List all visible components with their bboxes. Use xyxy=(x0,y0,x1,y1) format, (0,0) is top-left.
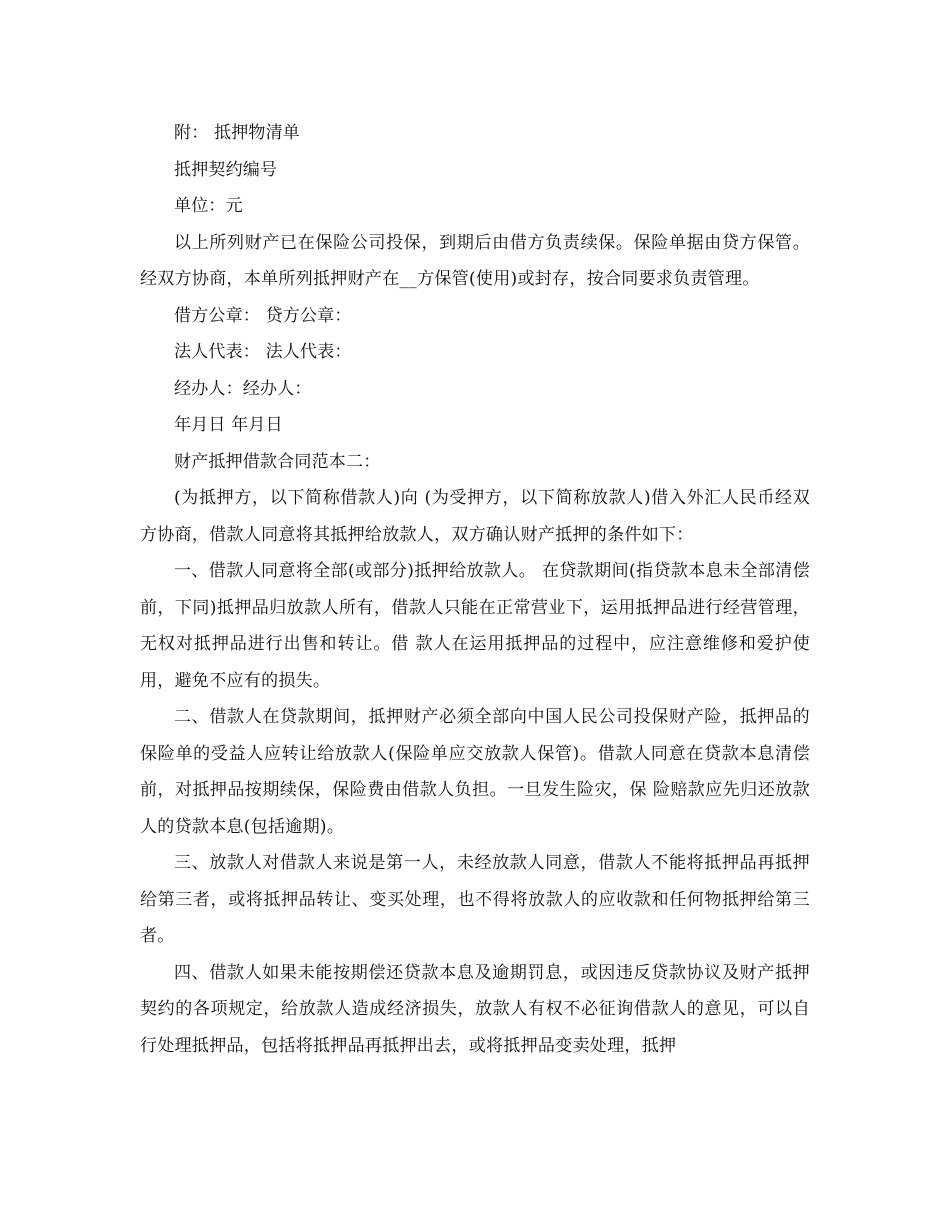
document-body xyxy=(140,115,810,1064)
template-two-title: 财产抵押借款合同范本二： xyxy=(174,451,381,472)
clause-4: 四、借款人如果未能按期偿还贷款本息及逾期罚息，或因违反贷款协议及财产抵押契约的各项规定，给放款人造成经济损失，放款人有权不必征询借款人的意见，可以自行处理抵押品，包括将抵押品再抵押出去，或将抵押品变卖处理，抵押 xyxy=(140,962,810,1056)
date-line: 年月日 年月日 xyxy=(174,415,283,435)
clause-2: 二、借款人在贷款期间，抵押财产必须全部向中国人民公司投保财产险，抵押品的保险单的受益人应转让给放款人(保险单应交放款人保管)。借款人同意在贷款本息清偿前，对抵押品按期续保，保险费由借款人负担。一旦发生险灾，保 险赔款应先归还放款人的贷款本息(包括逾期)。 xyxy=(140,707,810,837)
attachment-heading: 附： 抵押物清单 xyxy=(174,123,301,143)
seal-line: 借方公章： 贷方公章： xyxy=(174,305,352,326)
unit-label: 单位：元 xyxy=(174,196,243,216)
insurance-paragraph: 以上所列财产已在保险公司投保，到期后由借方负责续保。保险单据由贷方保管。经双方协商，本单所列抵押财产在__方保管(使用)或封存，按合同要求负责管理。 xyxy=(140,232,810,289)
legal-rep-line: 法人代表： 法人代表： xyxy=(174,342,352,362)
intro-paragraph: (为抵押方，以下简称借款人)向 (为受押方，以下简称放款人)借入外汇人民币经双 方协商，借款人同意将其抵押给放款人，双方确认财产抵押的条件如下： xyxy=(140,488,810,545)
contract-number-label: 抵押契约编号 xyxy=(174,159,278,180)
handler-line: 经办人：经办人： xyxy=(174,378,312,399)
clause-3: 三、放款人对借款人来说是第一人，未经放款人同意，借款人不能将抵押品再抵押给第三者，或将抵押品转让、变买处理，也不得将放款人的应收款和任何物抵押给第三者。 xyxy=(140,853,810,946)
clause-1: 一、借款人同意将全部(或部分)抵押给放款人。 在贷款期间(指贷款本息未全部清偿前，下同)抵押品归放款人所有，借款人只能在正常营业下，运用抵押品进行经营管理，无权对抵押品进行出售和转让。借 款人在运用抵押品的过程中，应注意维修和爱护使用，避免不应有的损失。 xyxy=(140,561,810,691)
